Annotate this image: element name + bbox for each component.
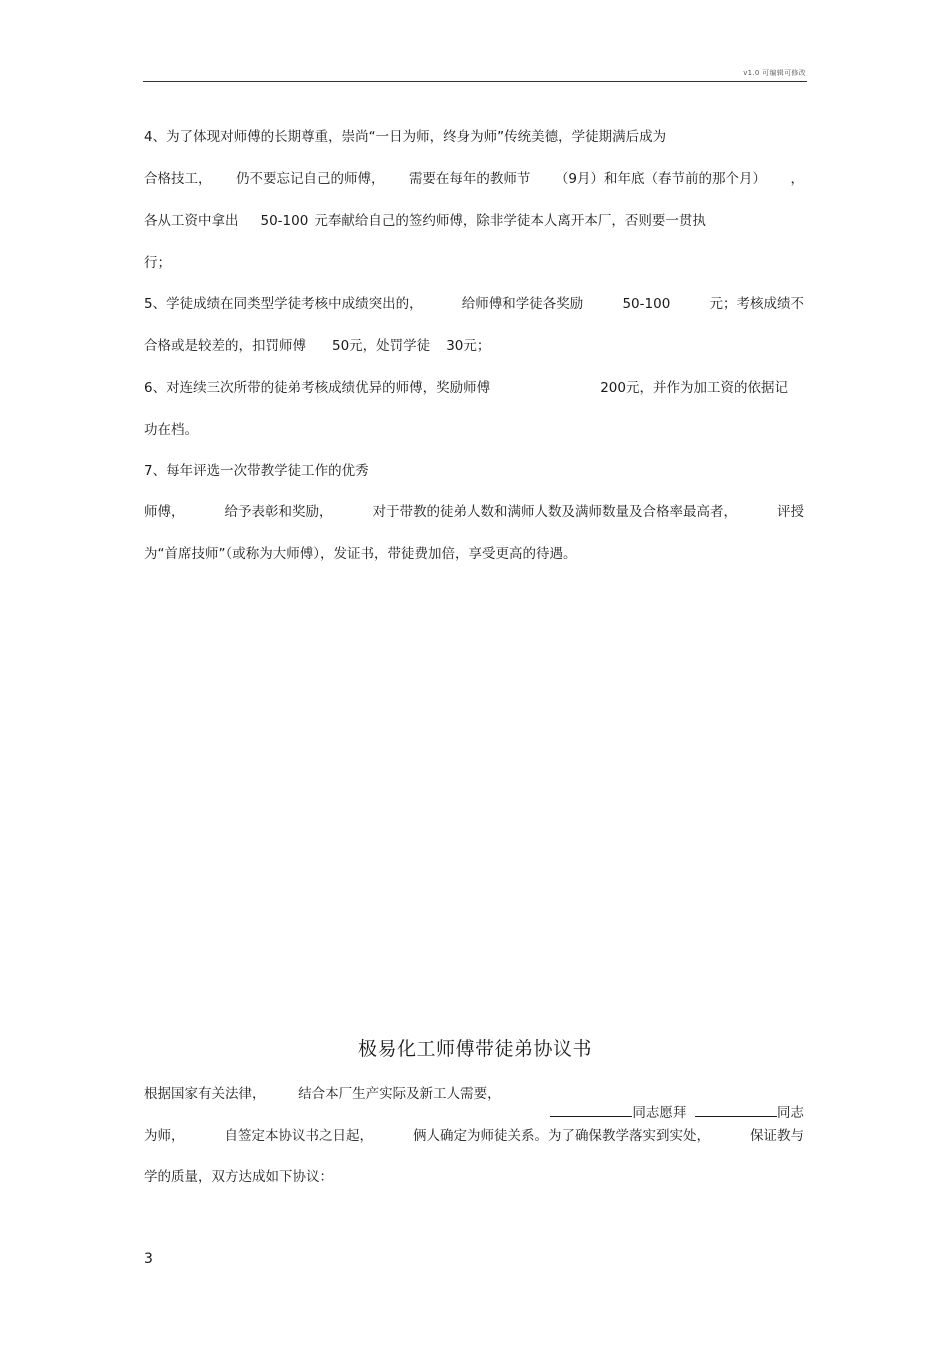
header-rule xyxy=(143,81,807,82)
item4-line1: 4、为了体现对师傅的长期尊重，崇尚“一日为师，终身为师”传统美德，学徒期满后成为 xyxy=(144,129,667,145)
item4-line2-part1: 合格技工， xyxy=(144,171,212,187)
item4-line2-part3: 需要在每年的教师节 xyxy=(408,171,531,187)
item4-line4: 行； xyxy=(144,255,171,271)
item5-line1-part2: 给师傅和学徒各奖励 xyxy=(461,296,584,312)
item4-line2 xyxy=(144,170,804,188)
item5-line1-part4: 元；考核成绩不 xyxy=(709,296,804,312)
item7-line1: 7、每年评选一次带教学徒工作的优秀 xyxy=(144,463,369,479)
page-number: 3 xyxy=(144,1251,153,1267)
item7-line2-part2: 给予表彰和奖励， xyxy=(224,504,333,520)
item7-line2 xyxy=(144,503,804,521)
agreement-line2-part2: 自签定本协议书之日起， xyxy=(224,1128,373,1144)
item6-line2: 功在档。 xyxy=(144,422,198,438)
agreement-line3: 学的质量，双方达成如下协议： xyxy=(144,1169,333,1185)
header-version: v1.0 可编辑可修改 xyxy=(743,69,806,77)
agreement-line1-part1: 根据国家有关法律， xyxy=(144,1086,266,1102)
item6-line1-part1: 6、对连续三次所带的徒弟考核成绩优异的师傅，奖励师傅 xyxy=(144,380,491,396)
master-name-blank[interactable] xyxy=(695,1103,777,1117)
item4-line3 xyxy=(144,212,754,230)
item4-line3-part1: 各从工资中拿出 xyxy=(144,213,239,229)
item4-line2-part4: （9月）和年底（春节前的那个月） xyxy=(554,171,766,187)
item5-line1-part3: 50-100 xyxy=(622,296,671,312)
item4-line3-part3: 元奉献给自己的签约师傅，除非学徒本人离开本厂，否则要一贯执 xyxy=(314,213,706,229)
item5-line2-part1: 合格或是较差的，扣罚师傅 xyxy=(144,338,306,354)
agreement-line1-mid: 同志愿拜 xyxy=(632,1105,687,1121)
item6-line1-part2: 200元，并作为加工资的依据记 xyxy=(600,380,788,396)
item5-line2-part2: 50元，处罚学徒 xyxy=(332,338,431,354)
item4-line3-part2: 50-100 xyxy=(260,213,309,229)
agreement-line2-part4: 保证教与 xyxy=(750,1128,804,1144)
item5-line2-part3: 30元； xyxy=(446,338,491,354)
item7-line2-part1: 师傅， xyxy=(144,504,185,520)
agreement-line2-part3: 俩人确定为师徒关系。为了确保教学落实到实处， xyxy=(413,1128,710,1144)
agreement-line2 xyxy=(144,1127,804,1145)
item4-line2-part2: 仍不要忘记自己的师傅， xyxy=(235,171,385,187)
item6-line1 xyxy=(144,379,788,397)
item5-line1-part1: 5、学徒成绩在同类型学徒考核中成绩突出的， xyxy=(144,296,423,312)
agreement-line2-part1: 为师， xyxy=(144,1128,185,1144)
item7-line3: 为“首席技师”（或称为大师傅），发证书，带徒费加倍，享受更高的待遇。 xyxy=(144,546,577,562)
item4-line2-part5: ， xyxy=(790,171,804,187)
apprentice-name-blank[interactable] xyxy=(550,1103,632,1117)
item5-line1 xyxy=(144,295,804,313)
agreement-line1-end: 同志 xyxy=(776,1105,804,1121)
item5-line2 xyxy=(144,337,490,355)
item7-line2-part4: 评授 xyxy=(777,504,804,520)
item7-line2-part3: 对于带教的徒弟人数和满师人数及满师数量及合格率最高者， xyxy=(372,504,737,520)
agreement-line1-part2: 结合本厂生产实际及新工人需要， xyxy=(298,1086,501,1102)
agreement-title: 极易化工师傅带徒弟协议书 xyxy=(357,1038,592,1060)
